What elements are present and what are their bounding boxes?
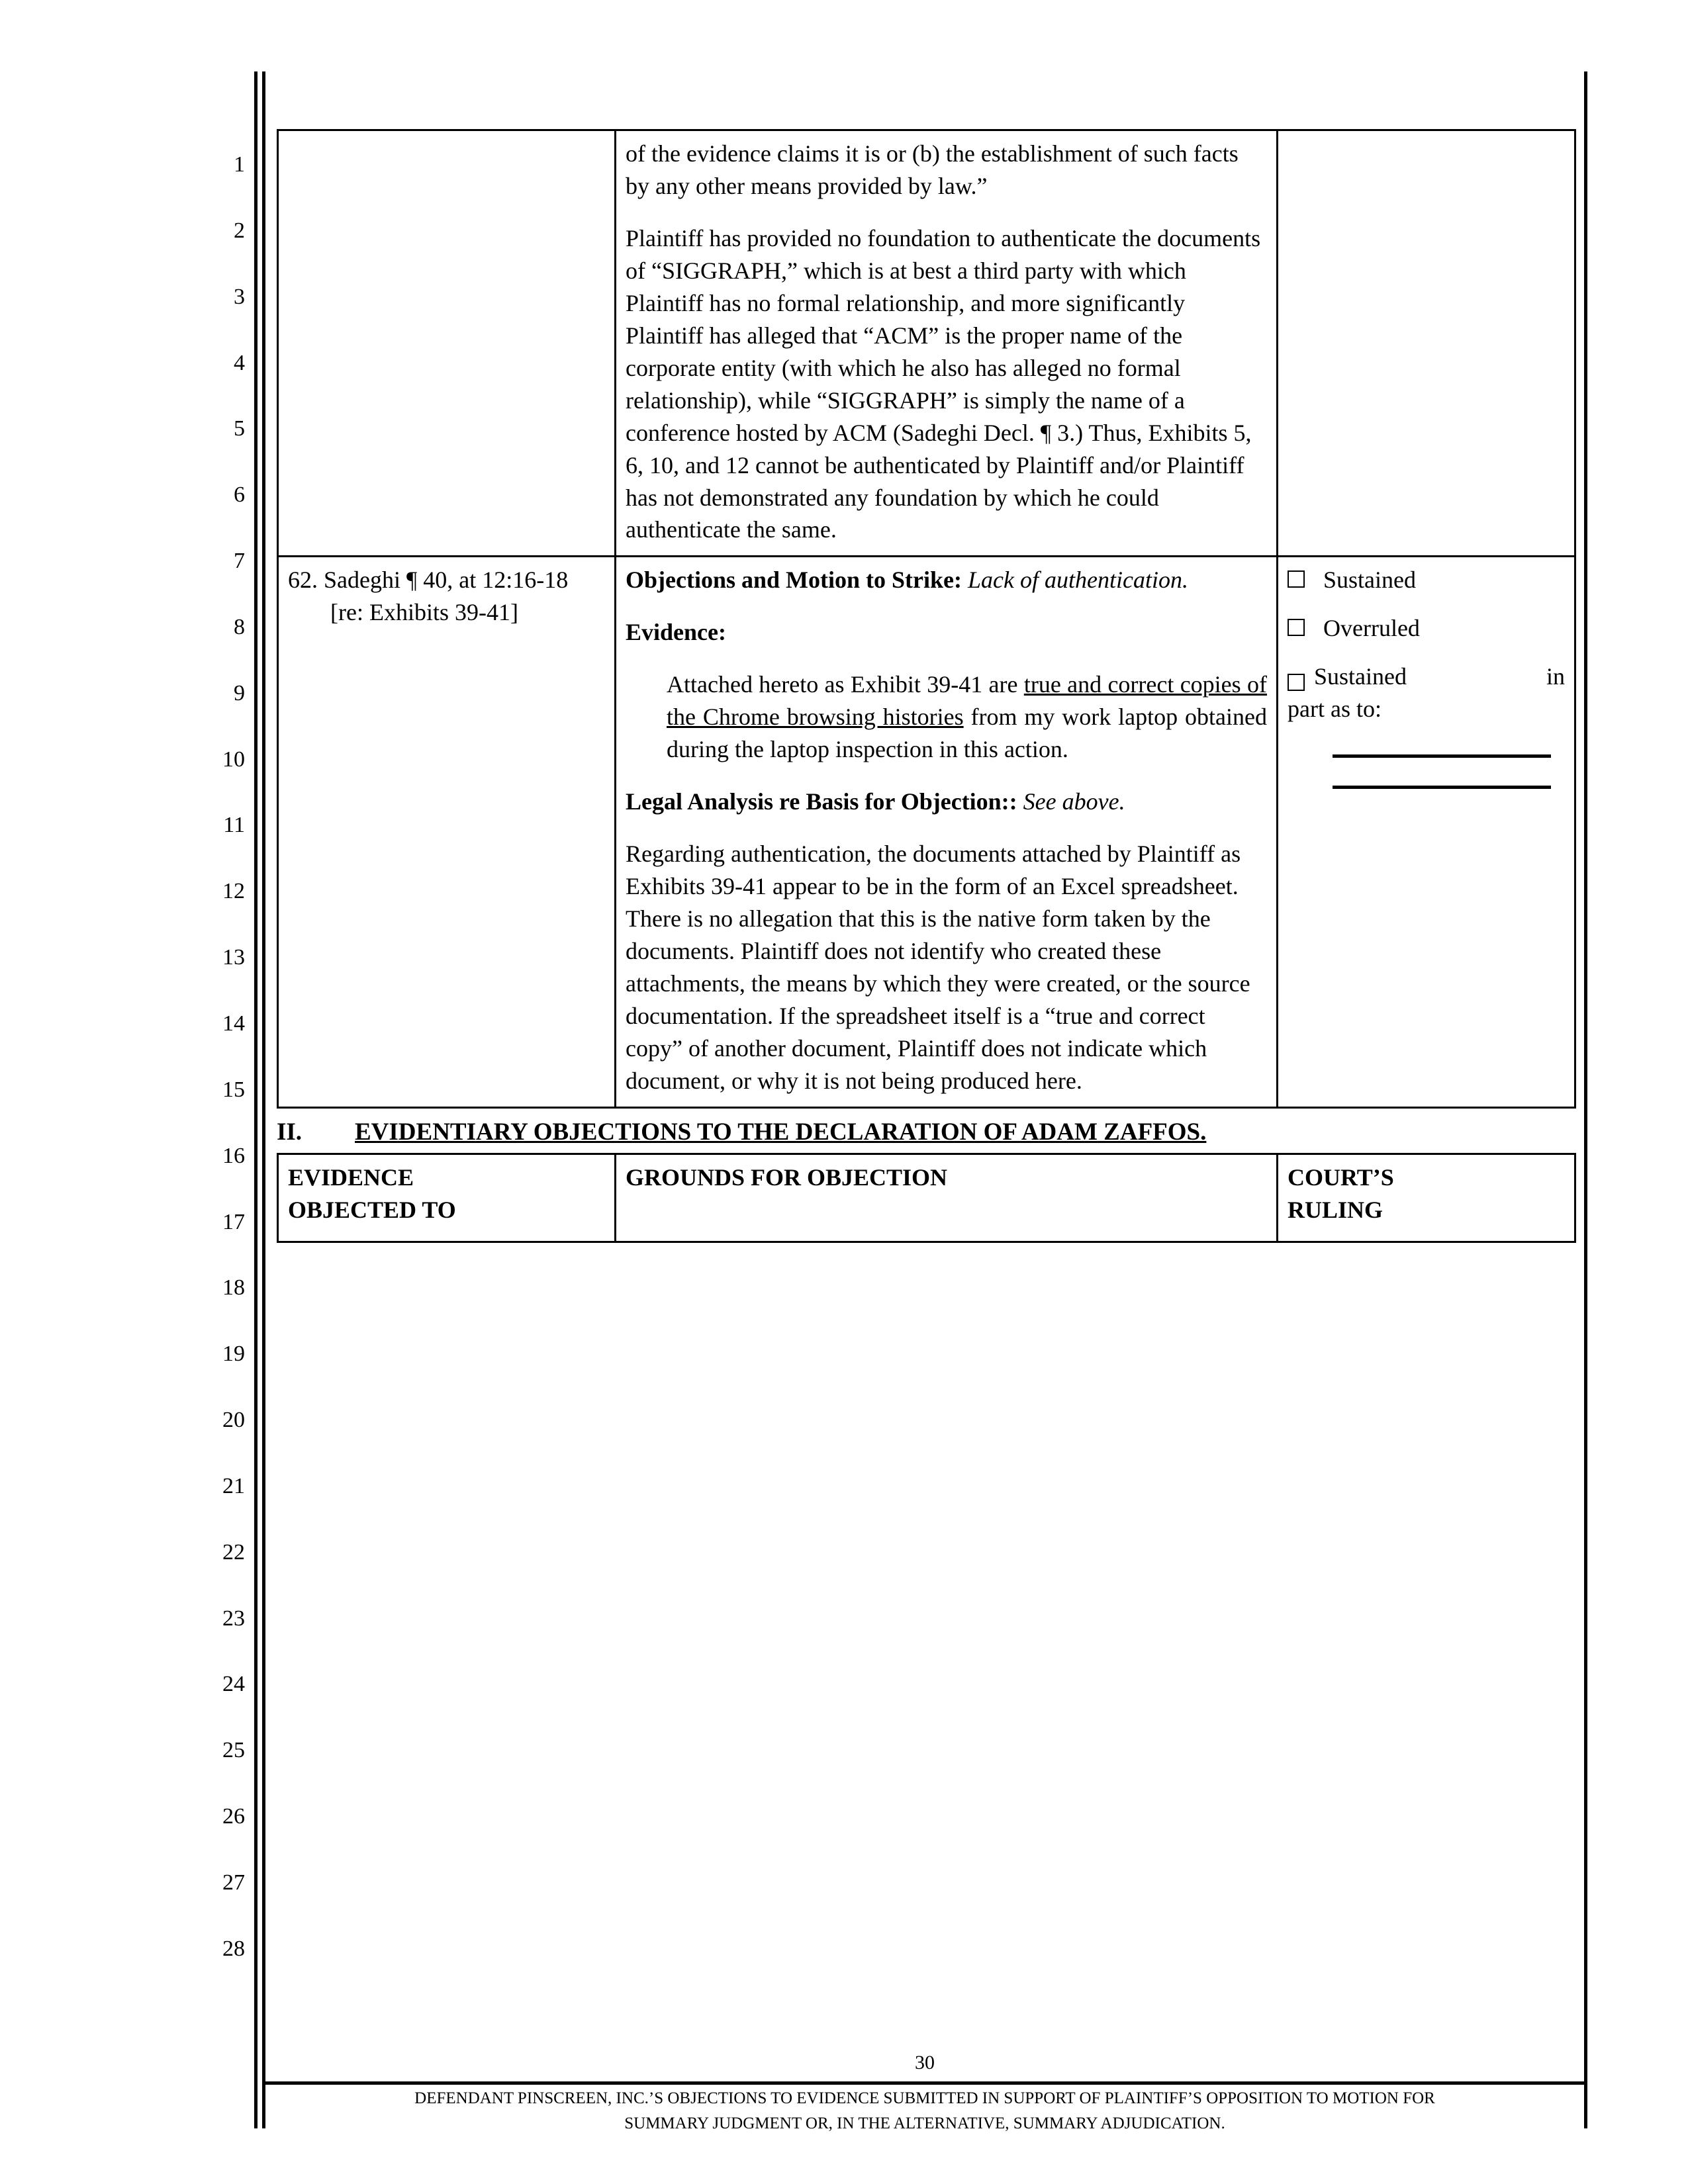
ruling-fill-in-line-2[interactable] <box>1333 786 1551 789</box>
page-number: 30 <box>915 2052 935 2073</box>
line-number: 9 <box>234 680 245 705</box>
line-number: 6 <box>234 482 245 508</box>
grounds-paragraph: Plaintiff has provided no foundation to authenticate the documents of “SIGGRAPH,” which is at best a third party with which Plaintiff has no formal relationship, and more significantly Plaintiff has alleged that “ACM” is the proper name of the corporate entity (with which he also has alleged no formal relationship), while “SIGGRAPH” is simply the name of a conference hosted by ACM (Sadeghi Decl. ¶ 3.) Thus, Exhibits 5, 6, 10, and 12 cannot be authenticated by Plaintiff and/or Plaintiff has not demonstrated any foundation by which he could authenticate the same. <box>626 224 1261 543</box>
ruling-cell-62[interactable] <box>1278 557 1575 1107</box>
ruling-partial-label: Sustained <box>1314 663 1407 690</box>
line-number: 2 <box>234 218 245 243</box>
evidence-label: Evidence: <box>626 619 726 646</box>
objections-label: Objections and Motion to Strike: <box>626 567 962 594</box>
line-number: 12 <box>222 879 245 904</box>
line-number: 26 <box>222 1804 245 1829</box>
quote-after: from my work laptop obtained during the laptop inspection in this action. <box>667 704 1267 763</box>
column-header-ruling <box>1278 1154 1575 1242</box>
quoted-evidence <box>626 668 1267 766</box>
table-row <box>278 130 1575 557</box>
table-row <box>278 557 1575 1107</box>
line-number: 25 <box>222 1738 245 1763</box>
line-number: 15 <box>222 1077 245 1102</box>
footer-caption-line1: DEFENDANT PINSCREEN, INC.’S OBJECTIONS TO EVIDENCE SUBMITTED IN SUPPORT OF PLAINTIFF’S OPPOSITION TO MOTION FOR <box>414 2089 1435 2107</box>
pleading-rule-right <box>1584 71 1587 2128</box>
ruling-partial-second-line: part as to: <box>1288 696 1382 723</box>
checkbox-icon[interactable] <box>1288 619 1305 636</box>
footer-caption-line2: SUMMARY JUDGMENT OR, IN THE ALTERNATIVE, SUMMARY ADJUDICATION. <box>624 2114 1225 2132</box>
table-header-row <box>278 1154 1575 1242</box>
line-number: 23 <box>222 1606 245 1631</box>
ruling-option-label: Overruled <box>1323 615 1420 642</box>
checkbox-icon[interactable] <box>1288 674 1305 691</box>
legal-analysis-heading <box>626 786 1267 818</box>
pleading-rule-left-inner <box>262 71 265 2128</box>
evidence-heading <box>626 616 1267 649</box>
line-number: 22 <box>222 1539 245 1565</box>
line-number: 11 <box>223 813 245 838</box>
evidence-cell-62 <box>278 557 616 1107</box>
section-title: EVIDENTIARY OBJECTIONS TO THE DECLARATION OF ADAM ZAFFOS. <box>355 1118 1207 1146</box>
ruling-cell-continued[interactable] <box>1278 130 1575 557</box>
section-heading-two <box>277 1118 1574 1146</box>
analysis-paragraph: Regarding authentication, the documents attached by Plaintiff as Exhibits 39-41 appear to be in the form of an Excel spreadsheet. There is no allegation that this is the native form taken by the documents. Plaintiff does not identify who created these attachments, the means by which they were created, or the source documentation. If the spreadsheet itself is a “true and correct copy” of another document, Plaintiff does not indicate which document, or why it is not being produced here. <box>626 841 1250 1094</box>
legal-analysis-value: See above. <box>1023 788 1125 815</box>
line-number: 28 <box>222 1936 245 1961</box>
grounds-paragraph: of the evidence claims it is or (b) the establishment of such facts by any other means provided by law.” <box>626 140 1239 199</box>
line-number: 18 <box>222 1275 245 1300</box>
objections-and-motion-to-strike <box>626 564 1267 596</box>
line-number: 19 <box>222 1342 245 1367</box>
footer-caption <box>265 2086 1584 2136</box>
column-header-evidence-line1: EVIDENCE <box>288 1163 414 1191</box>
line-number-gutter <box>192 154 245 1960</box>
line-number: 8 <box>234 614 245 639</box>
evidence-citation: 62. Sadeghi ¶ 40, at 12:16-18 [re: Exhibits 39-41] <box>288 567 569 626</box>
ruling-partial-first-line <box>1288 660 1565 693</box>
line-number: 1 <box>234 152 245 177</box>
page-content <box>277 129 1574 1243</box>
ruling-fill-in-line-1[interactable] <box>1333 754 1551 758</box>
line-number: 21 <box>222 1473 245 1498</box>
evidence-cell-continued <box>278 130 616 557</box>
line-number: 7 <box>234 549 245 574</box>
line-number: 27 <box>222 1870 245 1895</box>
section-number: II. <box>277 1118 303 1146</box>
objections-value: Lack of authentication. <box>968 567 1188 594</box>
line-number: 24 <box>222 1672 245 1697</box>
line-number: 16 <box>222 1143 245 1168</box>
grounds-cell-continued <box>616 130 1278 557</box>
checkbox-icon[interactable] <box>1288 570 1305 588</box>
column-header-evidence-line2: OBJECTED TO <box>288 1196 456 1223</box>
objections-table-zaffos <box>277 1153 1576 1243</box>
grounds-cell-62 <box>616 557 1278 1107</box>
ruling-option-sustained[interactable] <box>1288 564 1565 596</box>
line-number: 13 <box>222 945 245 970</box>
column-header-grounds <box>616 1154 1278 1242</box>
footer-divider <box>265 2081 1584 2085</box>
quote-before: Attached hereto as Exhibit 39-41 are <box>667 671 1024 698</box>
column-header-evidence <box>278 1154 616 1242</box>
ruling-option-sustained-in-part[interactable] <box>1288 660 1565 725</box>
pleading-rule-left-outer <box>254 71 258 2128</box>
objections-table <box>277 129 1576 1109</box>
ruling-option-overruled[interactable] <box>1288 612 1565 645</box>
line-number: 3 <box>234 284 245 309</box>
ruling-option-label: Sustained <box>1323 567 1416 594</box>
column-header-grounds-text: GROUNDS FOR OBJECTION <box>626 1163 948 1191</box>
line-number: 5 <box>234 416 245 441</box>
line-number: 20 <box>222 1408 245 1433</box>
line-number: 14 <box>222 1011 245 1036</box>
legal-analysis-label: Legal Analysis re Basis for Objection:: <box>626 788 1017 815</box>
column-header-ruling-line1: COURT’S <box>1288 1163 1394 1191</box>
quote-underlined: true and correct copies of the Chrome browsing histories <box>667 671 1267 731</box>
line-number: 4 <box>234 350 245 375</box>
ruling-partial-tail: in <box>1546 663 1565 690</box>
line-number: 10 <box>222 747 245 772</box>
line-number: 17 <box>222 1209 245 1234</box>
column-header-ruling-line2: RULING <box>1288 1196 1383 1223</box>
